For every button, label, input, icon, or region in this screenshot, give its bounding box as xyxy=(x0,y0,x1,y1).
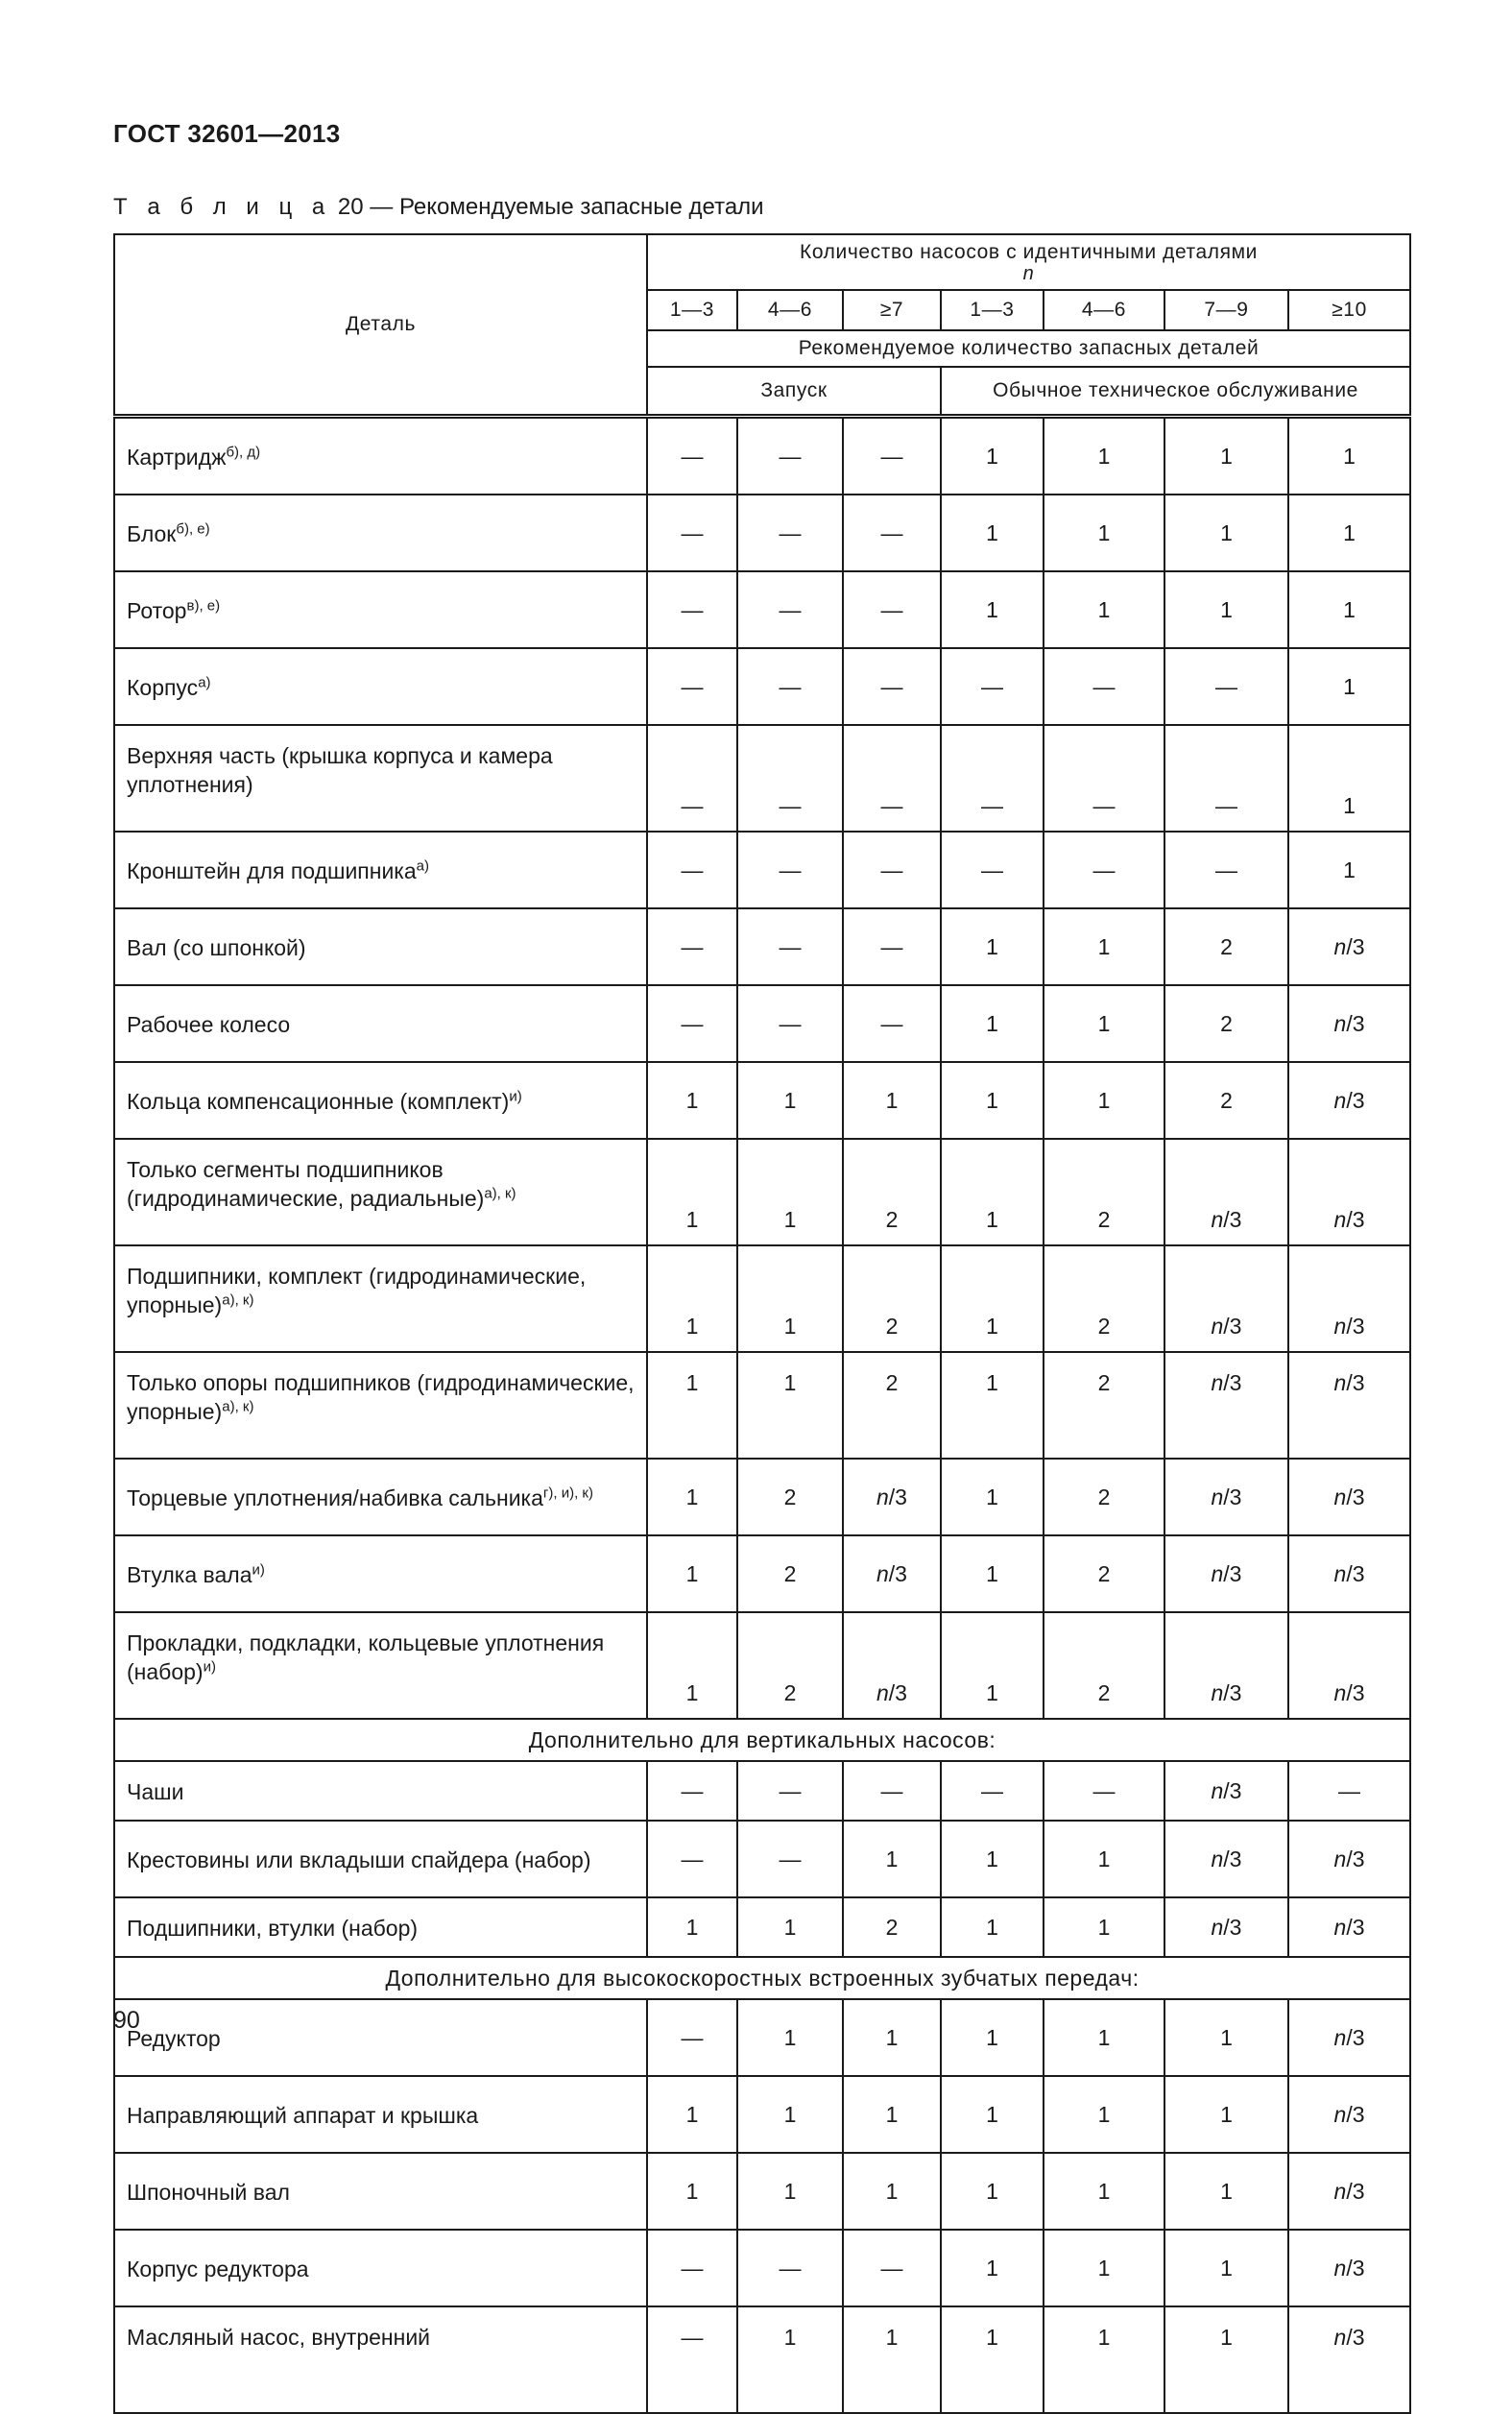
part-name: Торцевые уплотнения/набивка сальника xyxy=(127,1485,543,1510)
quantity-cell: — xyxy=(737,571,843,648)
quantity-cell: — xyxy=(843,1761,941,1821)
quantity-cell: 1 xyxy=(1044,1062,1164,1139)
part-name-cell xyxy=(114,1999,647,2076)
quantity-cell: — xyxy=(843,495,941,571)
quantity-cell: n/3 xyxy=(843,1612,941,1719)
table-row xyxy=(114,571,1410,648)
quantity-cell: 1 xyxy=(1288,832,1410,908)
quantity-cell: n/3 xyxy=(1164,1761,1288,1821)
quantity-cell: — xyxy=(843,985,941,1062)
pump-count-range-header: ≥7 xyxy=(843,290,941,330)
part-name-cell xyxy=(114,1245,647,1352)
quantity-cell: — xyxy=(941,725,1044,832)
quantity-cell: n/3 xyxy=(1288,1897,1410,1957)
table-row xyxy=(114,1139,1410,1245)
section-row xyxy=(114,1957,1410,1999)
quantity-cell: 1 xyxy=(1164,417,1288,495)
part-name-cell xyxy=(114,1612,647,1719)
quantity-cell: 2 xyxy=(1164,1062,1288,1139)
quantity-cell: 2 xyxy=(1044,1139,1164,1245)
quantity-cell: 1 xyxy=(1164,571,1288,648)
quantity-cell: — xyxy=(1044,725,1164,832)
part-name: Масляный насос, внутренний xyxy=(127,2325,431,2350)
quantity-cell: n/3 xyxy=(1164,1245,1288,1352)
quantity-cell: — xyxy=(843,2230,941,2306)
table-row xyxy=(114,495,1410,571)
part-name-cell xyxy=(114,571,647,648)
quantity-cell: — xyxy=(647,1821,737,1897)
quantity-cell: 1 xyxy=(1164,2306,1288,2413)
quantity-cell: 1 xyxy=(1044,908,1164,985)
quantity-cell: 1 xyxy=(1044,417,1164,495)
quantity-cell: 1 xyxy=(941,1612,1044,1719)
table-row xyxy=(114,1352,1410,1459)
part-name: Только опоры подшипников (гидродинамические, упорные) xyxy=(127,1370,635,1424)
quantity-cell: n/3 xyxy=(1288,1062,1410,1139)
part-name-cell xyxy=(114,2306,647,2413)
part-name-cell xyxy=(114,1352,647,1459)
quantity-cell: n/3 xyxy=(1164,1821,1288,1897)
footnote-ref: а), к) xyxy=(222,1398,254,1415)
quantity-cell: 1 xyxy=(737,1139,843,1245)
startup-header: Запуск xyxy=(647,367,941,417)
quantity-cell: 1 xyxy=(1044,2153,1164,2230)
part-name: Корпус xyxy=(127,675,199,700)
quantity-cell: — xyxy=(1164,648,1288,725)
quantity-cell: n/3 xyxy=(1288,1821,1410,1897)
quantity-cell: 1 xyxy=(1164,2076,1288,2153)
part-name: Кольца компенсационные (комплект) xyxy=(127,1089,510,1114)
pump-count-range-header: 7—9 xyxy=(1164,290,1288,330)
quantity-cell: 1 xyxy=(941,1062,1044,1139)
footnote-ref: г), и), к) xyxy=(542,1485,593,1502)
quantity-cell: 1 xyxy=(843,2076,941,2153)
quantity-cell: n/3 xyxy=(1164,1139,1288,1245)
quantity-cell: — xyxy=(737,1761,843,1821)
quantity-cell: 1 xyxy=(941,2306,1044,2413)
part-name-cell xyxy=(114,725,647,832)
part-name: Подшипники, комплект (гидродинамические, упорные) xyxy=(127,1264,587,1317)
quantity-cell: — xyxy=(647,832,737,908)
quantity-cell: — xyxy=(941,832,1044,908)
table-row xyxy=(114,1897,1410,1957)
quantity-cell: 1 xyxy=(941,417,1044,495)
quantity-cell: 1 xyxy=(1288,495,1410,571)
quantity-cell: 1 xyxy=(941,571,1044,648)
quantity-cell: n/3 xyxy=(1288,985,1410,1062)
quantity-cell: 1 xyxy=(843,1062,941,1139)
quantity-cell: — xyxy=(647,495,737,571)
table-row xyxy=(114,2230,1410,2306)
quantity-cell: 1 xyxy=(647,1535,737,1612)
part-name-cell xyxy=(114,648,647,725)
pump-count-range-header: 4—6 xyxy=(1044,290,1164,330)
quantity-cell: — xyxy=(843,908,941,985)
quantity-cell: 1 xyxy=(941,2153,1044,2230)
table-row xyxy=(114,908,1410,985)
quantity-cell: 1 xyxy=(737,1062,843,1139)
part-name-cell xyxy=(114,1062,647,1139)
quantity-cell: 1 xyxy=(843,1999,941,2076)
quantity-cell: 1 xyxy=(941,908,1044,985)
quantity-cell: 1 xyxy=(843,1821,941,1897)
part-name-cell xyxy=(114,1459,647,1535)
maintenance-header: Обычное техническое обслуживание xyxy=(941,367,1410,417)
quantity-cell: n/3 xyxy=(1288,2153,1410,2230)
quantity-cell: 1 xyxy=(1044,2230,1164,2306)
pump-count-group-header xyxy=(647,234,1410,290)
quantity-cell: 1 xyxy=(647,1062,737,1139)
part-name-cell xyxy=(114,2153,647,2230)
quantity-cell: — xyxy=(843,648,941,725)
part-name-cell xyxy=(114,832,647,908)
table-caption-title: 20 — Рекомендуемые запасные детали xyxy=(331,194,764,220)
quantity-cell: — xyxy=(1044,832,1164,908)
pump-count-label: Количество насосов с идентичными деталями xyxy=(800,241,1258,263)
part-name-cell xyxy=(114,1761,647,1821)
quantity-cell: 1 xyxy=(1288,417,1410,495)
part-name-cell xyxy=(114,908,647,985)
section-row xyxy=(114,1719,1410,1761)
table-row xyxy=(114,725,1410,832)
quantity-cell: 2 xyxy=(737,1612,843,1719)
section-heading-vertical-pumps: Дополнительно для вертикальных насосов: xyxy=(114,1719,1410,1761)
part-name: Крестовины или вкладыши спайдера (набор) xyxy=(127,1847,591,1872)
pump-count-range-header: ≥10 xyxy=(1288,290,1410,330)
quantity-cell: — xyxy=(941,648,1044,725)
quantity-cell: 1 xyxy=(941,1245,1044,1352)
table-row xyxy=(114,985,1410,1062)
column-header-part: Деталь xyxy=(114,234,647,417)
part-name: Картридж xyxy=(127,445,227,470)
quantity-cell: — xyxy=(737,725,843,832)
quantity-cell: — xyxy=(1164,725,1288,832)
quantity-cell: 1 xyxy=(843,2153,941,2230)
part-name: Редуктор xyxy=(127,2026,221,2051)
quantity-cell: 2 xyxy=(843,1897,941,1957)
quantity-cell: 1 xyxy=(941,1821,1044,1897)
part-name: Чаши xyxy=(127,1779,184,1804)
table-row xyxy=(114,1999,1410,2076)
quantity-cell: — xyxy=(647,1999,737,2076)
footnote-ref: б), е) xyxy=(176,520,210,538)
table-row xyxy=(114,2076,1410,2153)
quantity-cell: — xyxy=(843,571,941,648)
quantity-cell: 1 xyxy=(647,1612,737,1719)
quantity-cell: 2 xyxy=(1044,1535,1164,1612)
part-name: Только сегменты подшипников (гидродинамические, радиальные) xyxy=(127,1157,485,1211)
quantity-cell: n/3 xyxy=(843,1535,941,1612)
quantity-cell: — xyxy=(647,571,737,648)
pump-count-variable: n xyxy=(1022,263,1035,284)
quantity-cell: 1 xyxy=(941,985,1044,1062)
quantity-cell: 1 xyxy=(1044,985,1164,1062)
quantity-cell: 1 xyxy=(1044,1897,1164,1957)
quantity-cell: 1 xyxy=(1288,725,1410,832)
quantity-cell: 1 xyxy=(1044,495,1164,571)
quantity-cell: 1 xyxy=(1164,495,1288,571)
pump-count-range-header: 1—3 xyxy=(941,290,1044,330)
table-row xyxy=(114,1761,1410,1821)
footnote-ref: а) xyxy=(416,857,429,875)
quantity-cell: 2 xyxy=(1044,1245,1164,1352)
table-caption-prefix: Т а б л и ц а xyxy=(113,194,332,220)
quantity-cell: 1 xyxy=(737,2306,843,2413)
recommended-quantity-header: Рекомендуемое количество запасных деталей xyxy=(647,330,1410,367)
part-name: Подшипники, втулки (набор) xyxy=(127,1916,419,1941)
table-row xyxy=(114,832,1410,908)
quantity-cell: 1 xyxy=(1044,1999,1164,2076)
quantity-cell: — xyxy=(737,1821,843,1897)
quantity-cell: n/3 xyxy=(1164,1352,1288,1459)
part-name: Рабочее колесо xyxy=(127,1012,291,1037)
quantity-cell: n/3 xyxy=(1288,2230,1410,2306)
quantity-cell: — xyxy=(1044,1761,1164,1821)
quantity-cell: 1 xyxy=(1044,2306,1164,2413)
quantity-cell: 2 xyxy=(1044,1612,1164,1719)
quantity-cell: — xyxy=(1164,832,1288,908)
quantity-cell: 1 xyxy=(647,1245,737,1352)
quantity-cell: — xyxy=(737,985,843,1062)
quantity-cell: — xyxy=(1044,648,1164,725)
quantity-cell: n/3 xyxy=(1288,908,1410,985)
quantity-cell: 2 xyxy=(1164,908,1288,985)
part-name: Направляющий аппарат и крышка xyxy=(127,2103,479,2128)
pump-count-range-header: 4—6 xyxy=(737,290,843,330)
quantity-cell: 1 xyxy=(1164,2153,1288,2230)
quantity-cell: n/3 xyxy=(1288,1459,1410,1535)
part-name: Ротор xyxy=(127,598,187,623)
table-row xyxy=(114,1535,1410,1612)
quantity-cell: — xyxy=(647,2230,737,2306)
quantity-cell: — xyxy=(843,832,941,908)
quantity-cell: n/3 xyxy=(1164,1459,1288,1535)
part-name-cell xyxy=(114,2230,647,2306)
quantity-cell: n/3 xyxy=(1164,1897,1288,1957)
quantity-cell: 1 xyxy=(1044,2076,1164,2153)
document-number: ГОСТ 32601—2013 xyxy=(113,119,341,148)
quantity-cell: 1 xyxy=(647,1897,737,1957)
table-row xyxy=(114,417,1410,495)
quantity-cell: 1 xyxy=(941,1352,1044,1459)
quantity-cell: 1 xyxy=(647,1459,737,1535)
part-name-cell xyxy=(114,2076,647,2153)
quantity-cell: n/3 xyxy=(1164,1535,1288,1612)
part-name-cell xyxy=(114,1821,647,1897)
table-row xyxy=(114,1245,1410,1352)
quantity-cell: — xyxy=(737,495,843,571)
quantity-cell: — xyxy=(843,417,941,495)
quantity-cell: 1 xyxy=(1164,1999,1288,2076)
quantity-cell: — xyxy=(647,908,737,985)
quantity-cell: 1 xyxy=(737,2076,843,2153)
quantity-cell: 1 xyxy=(1044,571,1164,648)
section-heading-gear-drives: Дополнительно для высокоскоростных встроенных зубчатых передач: xyxy=(114,1957,1410,1999)
quantity-cell: 2 xyxy=(1044,1459,1164,1535)
quantity-cell: 1 xyxy=(941,1897,1044,1957)
part-name-cell xyxy=(114,1139,647,1245)
quantity-cell: — xyxy=(647,985,737,1062)
footnote-ref: б), д) xyxy=(226,444,261,461)
part-name: Верхняя часть (крышка корпуса и камера уплотнения) xyxy=(127,743,553,797)
quantity-cell: 1 xyxy=(1288,648,1410,725)
quantity-cell: — xyxy=(1288,1761,1410,1821)
quantity-cell: 1 xyxy=(941,2076,1044,2153)
footnote-ref: и) xyxy=(252,1561,265,1579)
part-name-cell xyxy=(114,1897,647,1957)
quantity-cell: — xyxy=(737,908,843,985)
part-name: Шпоночный вал xyxy=(127,2180,290,2205)
part-name-cell xyxy=(114,417,647,495)
quantity-cell: 2 xyxy=(843,1352,941,1459)
footnote-ref: и) xyxy=(203,1658,216,1676)
part-name: Прокладки, подкладки, кольцевые уплотнения (набор) xyxy=(127,1630,605,1684)
quantity-cell: n/3 xyxy=(1288,2306,1410,2413)
quantity-cell: 2 xyxy=(1044,1352,1164,1459)
quantity-cell: — xyxy=(737,648,843,725)
table-row xyxy=(114,1459,1410,1535)
quantity-cell: n/3 xyxy=(1288,1139,1410,1245)
quantity-cell: 1 xyxy=(941,1459,1044,1535)
part-name: Втулка вала xyxy=(127,1562,252,1587)
quantity-cell: 1 xyxy=(941,1139,1044,1245)
quantity-cell: n/3 xyxy=(1288,1245,1410,1352)
quantity-cell: 2 xyxy=(843,1139,941,1245)
part-name: Кронштейн для подшипника xyxy=(127,858,417,883)
quantity-cell: — xyxy=(647,725,737,832)
quantity-cell: 2 xyxy=(1164,985,1288,1062)
quantity-cell: — xyxy=(647,417,737,495)
footnote-ref: и) xyxy=(509,1088,522,1105)
part-name-cell xyxy=(114,1535,647,1612)
quantity-cell: 1 xyxy=(1044,1821,1164,1897)
quantity-cell: 1 xyxy=(1288,571,1410,648)
quantity-cell: 2 xyxy=(737,1459,843,1535)
part-name-cell xyxy=(114,985,647,1062)
table-caption xyxy=(113,194,764,221)
quantity-cell: — xyxy=(737,2230,843,2306)
quantity-cell: — xyxy=(647,648,737,725)
table-row xyxy=(114,648,1410,725)
footnote-ref: а), к) xyxy=(484,1185,516,1202)
quantity-cell: — xyxy=(843,725,941,832)
quantity-cell: 1 xyxy=(941,495,1044,571)
quantity-cell: 1 xyxy=(1164,2230,1288,2306)
quantity-cell: — xyxy=(647,2306,737,2413)
page-number: 90 xyxy=(113,2007,140,2034)
quantity-cell: 1 xyxy=(941,1999,1044,2076)
quantity-cell: 1 xyxy=(737,1897,843,1957)
footnote-ref: в), е) xyxy=(186,597,221,615)
quantity-cell: 1 xyxy=(647,2076,737,2153)
quantity-cell: 1 xyxy=(941,2230,1044,2306)
quantity-cell: 1 xyxy=(647,1352,737,1459)
part-name: Корпус редуктора xyxy=(127,2257,309,2281)
quantity-cell: 1 xyxy=(647,1139,737,1245)
quantity-cell: n/3 xyxy=(1288,1352,1410,1459)
quantity-cell: — xyxy=(941,1761,1044,1821)
quantity-cell: n/3 xyxy=(1288,2076,1410,2153)
footnote-ref: а) xyxy=(198,674,211,691)
quantity-cell: 1 xyxy=(647,2153,737,2230)
footnote-ref: а), к) xyxy=(222,1291,254,1309)
quantity-cell: — xyxy=(647,1761,737,1821)
pump-count-range-header: 1—3 xyxy=(647,290,737,330)
part-name: Вал (со шпонкой) xyxy=(127,935,306,960)
quantity-cell: 1 xyxy=(843,2306,941,2413)
quantity-cell: 2 xyxy=(737,1535,843,1612)
table-row xyxy=(114,1821,1410,1897)
quantity-cell: 1 xyxy=(737,1245,843,1352)
quantity-cell: — xyxy=(737,417,843,495)
table-row xyxy=(114,1062,1410,1139)
spare-parts-table xyxy=(113,233,1411,2414)
quantity-cell: 1 xyxy=(737,2153,843,2230)
quantity-cell: 2 xyxy=(843,1245,941,1352)
quantity-cell: 1 xyxy=(941,1535,1044,1612)
part-name-cell xyxy=(114,495,647,571)
quantity-cell: 1 xyxy=(737,1352,843,1459)
quantity-cell: n/3 xyxy=(1288,1612,1410,1719)
part-name: Блок xyxy=(127,521,177,546)
quantity-cell: 1 xyxy=(737,1999,843,2076)
quantity-cell: n/3 xyxy=(1288,1535,1410,1612)
quantity-cell: — xyxy=(737,832,843,908)
quantity-cell: n/3 xyxy=(1288,1999,1410,2076)
table-row xyxy=(114,1612,1410,1719)
quantity-cell: n/3 xyxy=(843,1459,941,1535)
table-row xyxy=(114,2306,1410,2413)
quantity-cell: n/3 xyxy=(1164,1612,1288,1719)
table-row xyxy=(114,2153,1410,2230)
